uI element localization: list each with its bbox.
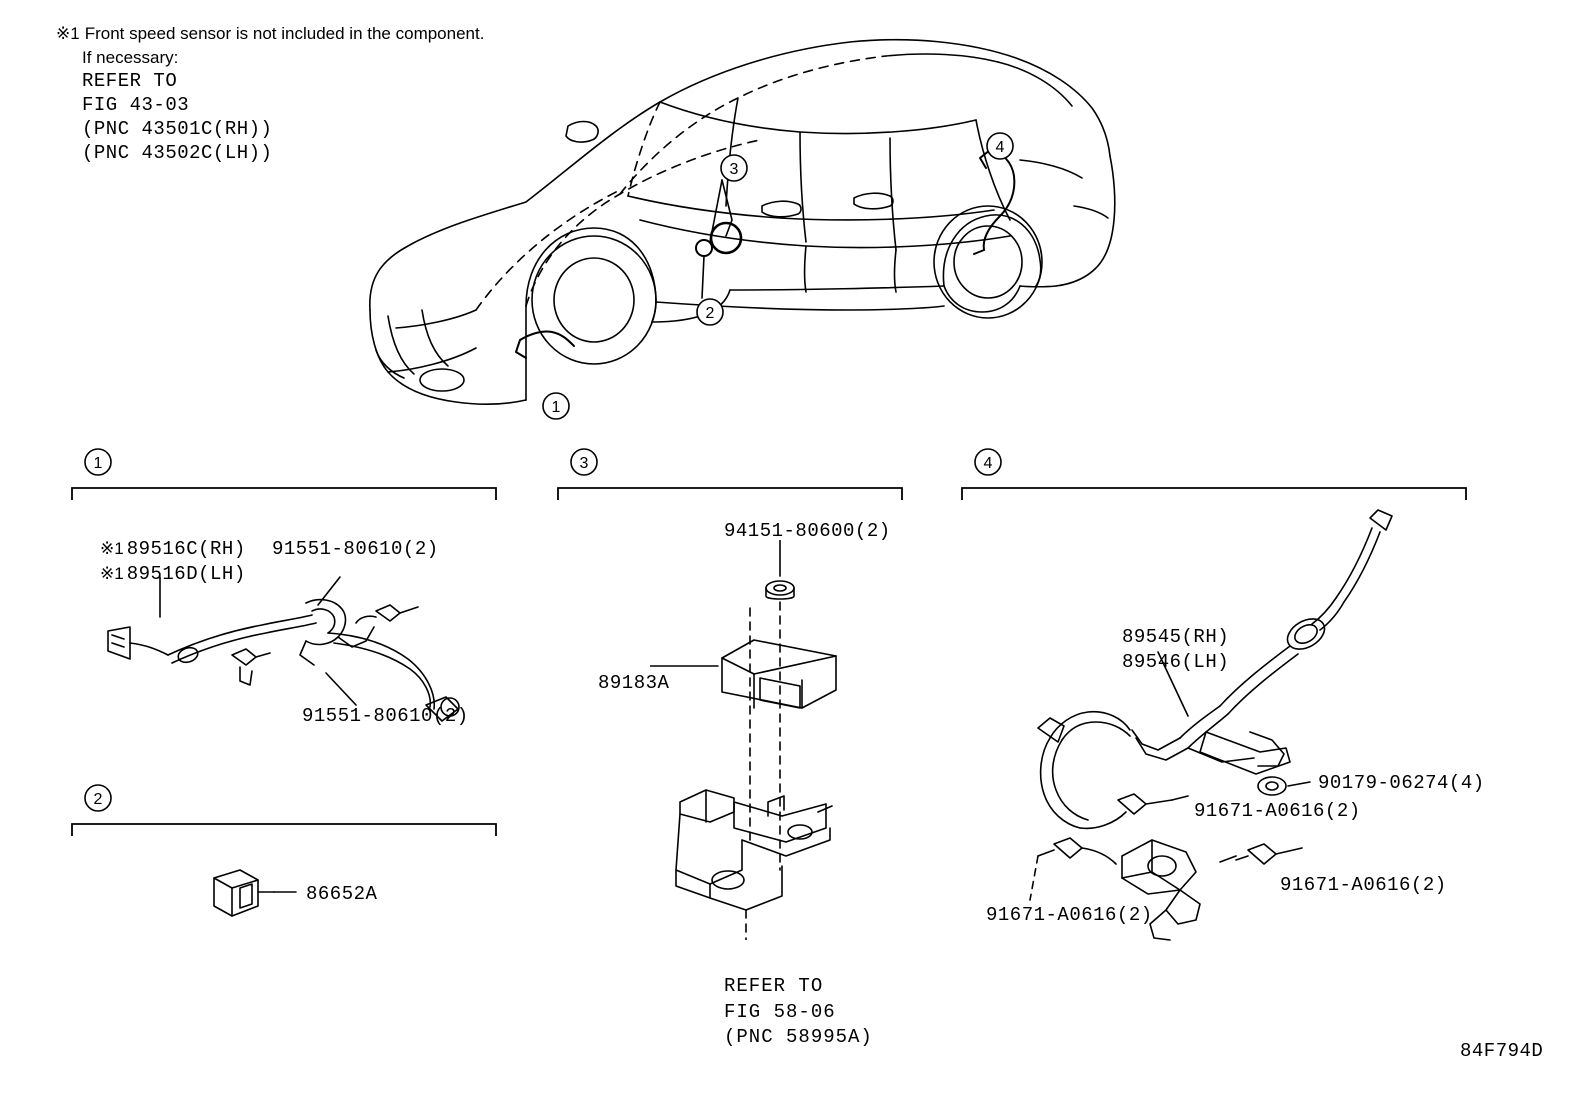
group-4-illustration (1010, 500, 1480, 950)
vehicle-callout-3 (718, 152, 750, 184)
group-4-marker (972, 446, 1004, 478)
vehicle-callout-2 (694, 296, 726, 328)
group-3-refer-block (724, 974, 873, 1051)
vehicle-callout-4 (984, 130, 1016, 162)
group-3-label-94151: 94151-80600(2) (724, 520, 891, 542)
footnote-line-0: If necessary: (82, 48, 179, 67)
group-3-refer-line-0: REFER TO (724, 975, 824, 997)
diagram-id: 84F794D (1460, 1040, 1544, 1062)
group-1-label-91551-bottom: 91551-80610(2) (302, 705, 469, 727)
svg-text:4: 4 (995, 139, 1005, 156)
footnote-line-4: (PNC 43502C(LH)) (82, 142, 273, 164)
group-1-label-91551-top: 91551-80610(2) (272, 538, 439, 560)
group-1-marker (82, 446, 114, 478)
footnote-line-3: (PNC 43501C(RH)) (82, 118, 273, 140)
group-4-label-90179: 90179-06274(4) (1318, 772, 1485, 794)
svg-text:4: 4 (983, 455, 993, 472)
svg-text:3: 3 (729, 161, 739, 178)
svg-text:2: 2 (93, 791, 103, 808)
marker-89516D: ※1 (100, 564, 124, 583)
group-4-label-89545: 89545(RH) (1122, 626, 1230, 648)
vehicle-illustration (330, 10, 1130, 440)
group-3-label-89183A: 89183A (598, 672, 670, 694)
footnote-line-2: FIG 43-03 (82, 94, 190, 116)
group-1-bracket (70, 486, 498, 502)
footnote-line-1: REFER TO (82, 70, 178, 92)
svg-text:3: 3 (579, 455, 589, 472)
group-3-illustration (650, 540, 940, 940)
group-2-marker (82, 782, 114, 814)
footnote-marker: ※1 (56, 24, 80, 43)
svg-text:1: 1 (93, 455, 103, 472)
group-2-illustration (200, 858, 310, 928)
marker-89516C: ※1 (100, 539, 124, 558)
group-2-bracket (70, 822, 498, 838)
svg-text:2: 2 (705, 305, 715, 322)
code-89516C: 89516C(RH) (126, 538, 246, 560)
group-3-refer-line-1: FIG 58-06 (724, 1000, 836, 1023)
vehicle-callout-1 (540, 390, 572, 422)
group-4-label-89546: 89546(LH) (1122, 651, 1230, 673)
group-1-illustration (90, 555, 510, 735)
svg-text:1: 1 (551, 399, 561, 416)
code-89516D: 89516D(LH) (126, 563, 246, 585)
group-4-label-91671-c: 91671-A0616(2) (986, 904, 1153, 926)
group-2-label-86652A: 86652A (306, 883, 378, 905)
group-4-label-91671-a: 91671-A0616(2) (1194, 800, 1361, 822)
group-3-marker (568, 446, 600, 478)
group-4-label-91671-b: 91671-A0616(2) (1280, 874, 1447, 896)
footnote-text: Front speed sensor is not included in the component. (84, 24, 485, 43)
group-3-bracket (556, 486, 904, 502)
group-3-refer-line-2: (PNC 58995A) (724, 1026, 873, 1049)
